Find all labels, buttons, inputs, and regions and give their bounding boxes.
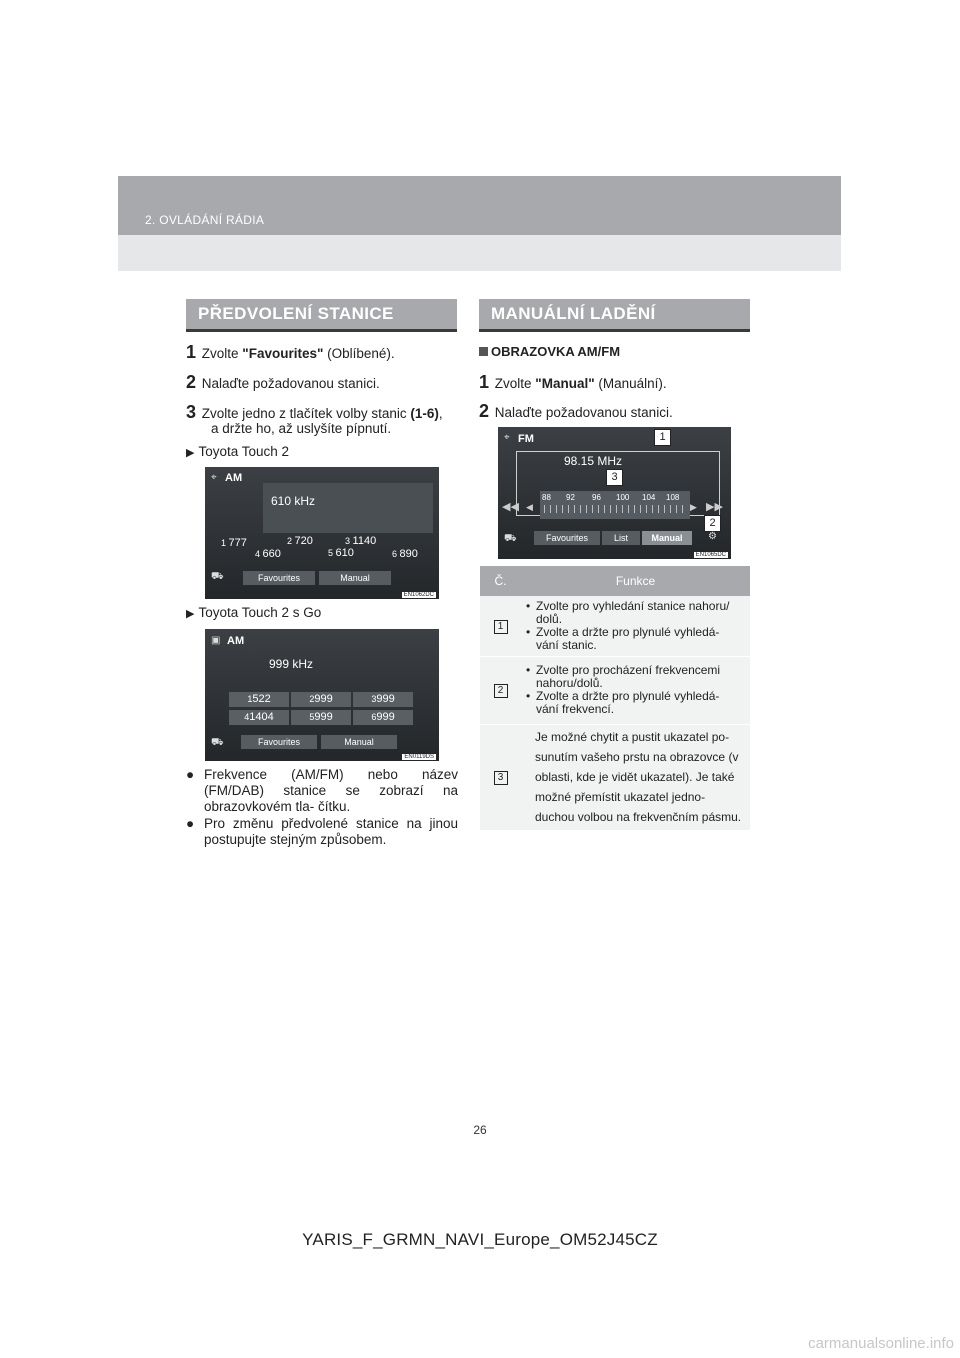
car-icon: ⛟ xyxy=(211,737,224,748)
preset-2: 2999 xyxy=(291,692,351,707)
model-label-touch2 xyxy=(186,444,289,459)
preset-3: 3 1140 xyxy=(345,535,377,547)
antenna-icon: ⌖ xyxy=(211,472,217,483)
frequency: 98.15 MHz xyxy=(564,454,623,468)
preset-4: 41404 xyxy=(229,710,289,725)
function-item: • Zvolte a držte pro plynulé vyhledá- vání stanic. xyxy=(526,626,743,652)
favourites-button: Favourites xyxy=(534,531,600,545)
section-title-manual: MANUÁLNÍ LADĚNÍ xyxy=(479,299,750,332)
bullet-text: Frekvence (AM/FM) nebo název (FM/DAB) stanice se zobrazí na obrazovkovém tla- čítku. xyxy=(204,767,458,814)
callout-2: 2 xyxy=(704,515,721,532)
step-text-end: (Oblíbené). xyxy=(323,346,395,361)
step-2 xyxy=(186,372,380,393)
screenshot-touch2-go xyxy=(205,629,439,761)
table-row xyxy=(480,596,750,656)
bullet-icon: ● xyxy=(186,767,195,782)
manual-button: Manual xyxy=(321,735,397,749)
step-bold: "Favourites" xyxy=(242,346,324,361)
document-code: YARIS_F_GRMN_NAVI_Europe_OM52J45CZ xyxy=(302,1230,658,1249)
page-header xyxy=(118,176,841,271)
radio-icon: ▣ xyxy=(211,635,221,646)
image-code: EN0119DS xyxy=(404,754,434,760)
bullet-icon: ● xyxy=(186,816,195,831)
triangle-right-icon: ▶ xyxy=(186,447,195,459)
tick-label: 96 xyxy=(592,493,601,502)
page-number: 26 xyxy=(473,1123,487,1137)
step-back-icon: ◀ xyxy=(526,502,533,512)
manual-button: Manual xyxy=(642,531,692,545)
preset-1: 1522 xyxy=(229,692,289,707)
bullet-text: Pro změnu předvolené stanice na jinou postupujte stejným způsobem. xyxy=(204,816,458,847)
step-text: Nalaďte požadovanou stanici. xyxy=(201,376,380,391)
band-label: AM xyxy=(225,472,243,484)
subheading-text: OBRAZOVKA AM/FM xyxy=(491,344,621,359)
settings-icon: ⚙ xyxy=(708,531,717,542)
preset-5: 5999 xyxy=(291,710,351,725)
step-bold: "Manual" xyxy=(535,376,595,391)
antenna-icon: ⌖ xyxy=(504,432,510,443)
row-number: 1 xyxy=(494,620,508,634)
band-label: FM xyxy=(518,433,534,445)
table-header-row xyxy=(480,566,750,596)
step-text-end: , xyxy=(438,406,443,421)
table-row xyxy=(480,656,750,724)
step-number: 3 xyxy=(186,402,197,422)
preset-2: 2 720 xyxy=(287,535,313,547)
step-number: 1 xyxy=(186,342,197,362)
model-label-touch2-go xyxy=(186,605,321,620)
tick-label: 92 xyxy=(566,493,575,502)
manual-button: Manual xyxy=(319,571,391,585)
function-item: • Zvolte pro procházení frekvencemi nahoru/dolů. xyxy=(526,664,743,690)
preset-4: 4 660 xyxy=(255,548,281,560)
preset-6: 6999 xyxy=(353,710,413,725)
preset-6: 6 890 xyxy=(392,548,418,560)
callout-3: 3 xyxy=(606,469,623,486)
screenshot-manual-tuning xyxy=(498,427,731,559)
table-row xyxy=(480,724,750,830)
section-title-presets: PŘEDVOLENÍ STANICE xyxy=(186,299,457,332)
function-item: • Zvolte pro vyhledání stanice nahoru/ dolů. xyxy=(526,600,743,626)
seek-forward-icon: ▶▶ xyxy=(706,501,723,513)
model-name: Toyota Touch 2 s Go xyxy=(198,605,322,620)
step-text-end: (Manuální). xyxy=(594,376,667,391)
car-icon: ⛟ xyxy=(504,533,517,544)
header-number: Č. xyxy=(480,566,521,596)
row-number: 3 xyxy=(494,771,508,785)
triangle-right-icon: ▶ xyxy=(186,608,195,620)
step-number: 1 xyxy=(479,372,490,392)
preset-3: 3999 xyxy=(353,692,413,707)
step-1 xyxy=(479,372,667,393)
preset-5: 5 610 xyxy=(328,547,354,559)
list-button: List xyxy=(602,531,640,545)
row-function-text: Je možné chytit a pustit ukazatel po- sunutím vašeho prstu na obrazovce (v oblasti, kde je vidět ukazatel). Je také možné přemístit ukazatel jedno- duchou volbou na frekvenčním pásmu. xyxy=(521,724,750,830)
step-text: Zvolte jedno z tlačítek volby stanic xyxy=(201,406,411,421)
preset-1: 1 777 xyxy=(221,537,247,549)
function-item: • Zvolte a držte pro plynulé vyhledá- vání frekvencí. xyxy=(526,690,743,716)
function-table xyxy=(480,566,750,831)
screenshot-touch2 xyxy=(205,467,439,599)
row-number: 2 xyxy=(494,684,508,698)
bullet-item xyxy=(186,816,458,848)
step-text: Zvolte xyxy=(494,376,536,391)
tick-label: 100 xyxy=(616,493,630,502)
bullet-item xyxy=(186,767,458,815)
subheading-am-fm xyxy=(479,344,620,359)
chapter-title: 2. OVLÁDÁNÍ RÁDIA xyxy=(145,213,265,227)
car-icon: ⛟ xyxy=(211,571,224,582)
step-3-line2: a držte ho, až uslyšíte pípnutí. xyxy=(211,421,392,436)
model-name: Toyota Touch 2 xyxy=(198,444,290,459)
row-number-cell xyxy=(480,724,521,830)
image-code: EN1065DC xyxy=(695,552,726,558)
step-1 xyxy=(186,342,395,363)
row-number-cell xyxy=(480,656,521,724)
step-3 xyxy=(186,402,458,423)
watermark: carmanualsonline.info xyxy=(808,1335,954,1352)
row-number-cell xyxy=(480,596,521,656)
step-text: Nalaďte požadovanou stanici. xyxy=(494,405,673,420)
favourites-button: Favourites xyxy=(243,571,315,585)
seek-back-icon: ◀◀ xyxy=(502,501,519,513)
favourites-button: Favourites xyxy=(241,735,317,749)
frequency: 610 kHz xyxy=(271,494,316,508)
square-bullet-icon xyxy=(479,347,488,356)
step-number: 2 xyxy=(186,372,197,392)
band-label: AM xyxy=(227,635,245,647)
callout-1: 1 xyxy=(654,429,671,446)
tick-label: 88 xyxy=(542,493,551,502)
step-bold: (1-6) xyxy=(410,406,439,421)
step-2 xyxy=(479,401,673,422)
tick-label: 104 xyxy=(642,493,656,502)
step-forward-icon: ▶ xyxy=(690,502,697,512)
step-number: 2 xyxy=(479,401,490,421)
header-bar xyxy=(118,176,841,235)
row-function-cell xyxy=(521,596,750,656)
row-function-cell xyxy=(521,656,750,724)
step-text: Zvolte xyxy=(201,346,243,361)
image-code: EN1062DC xyxy=(403,592,434,598)
header-function: Funkce xyxy=(521,566,750,596)
tick-label: 108 xyxy=(666,493,680,502)
frequency: 999 kHz xyxy=(269,657,314,671)
